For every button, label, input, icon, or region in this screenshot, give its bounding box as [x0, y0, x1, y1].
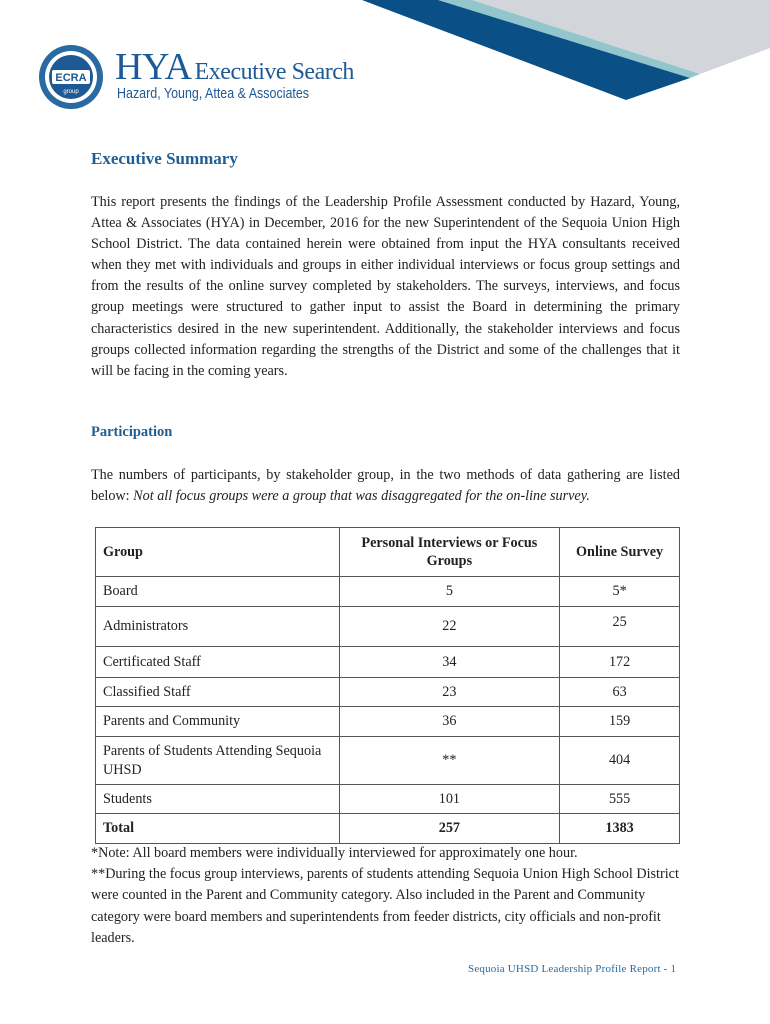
page-footer: Sequoia UHSD Leadership Profile Report - 1 — [468, 963, 677, 975]
cell-total-label: Total — [96, 814, 340, 844]
cell-online: 63 — [560, 678, 680, 707]
cell-group: Parents and Community — [96, 707, 340, 737]
cell-interviews: 101 — [339, 785, 560, 814]
table-row — [96, 678, 680, 707]
table-notes — [91, 843, 691, 949]
table-row — [96, 785, 680, 814]
ecra-seal-icon — [38, 44, 104, 110]
cell-online: 159 — [560, 707, 680, 737]
table-row — [96, 607, 680, 647]
cell-interviews: ** — [339, 737, 560, 785]
brand-name: Executive Search — [194, 59, 354, 85]
table-total-row — [96, 814, 680, 844]
participation-paragraph — [91, 465, 680, 507]
cell-interviews: 34 — [339, 647, 560, 678]
cell-interviews: 36 — [339, 707, 560, 737]
participation-lead: The numbers of participants, by stakeholder group, in the two methods of data gathering are listed below: — [91, 467, 680, 505]
cell-interviews: 23 — [339, 678, 560, 707]
table-row — [96, 577, 680, 607]
note-board: *Note: All board members were individually interviewed for approximately one hour. — [91, 845, 578, 861]
header-group: Group — [96, 528, 340, 577]
seal-subtext: group — [63, 89, 79, 95]
cell-group: Students — [96, 785, 340, 814]
brand-acronym: HYA — [115, 46, 192, 88]
header-online-survey: Online Survey — [560, 528, 680, 577]
cell-online: 172 — [560, 647, 680, 678]
cell-online: 5* — [560, 577, 680, 607]
cell-group: Classified Staff — [96, 678, 340, 707]
cell-group: Certificated Staff — [96, 647, 340, 678]
table-row — [96, 707, 680, 737]
header-interviews: Personal Interviews or Focus Groups — [339, 528, 560, 577]
cell-group: Parents of Students Attending Sequoia UHSD — [96, 737, 340, 785]
intro-paragraph: This report presents the findings of the Leadership Profile Assessment conducted by Hazard, Young, Attea & Associates (HYA) in December, 2016 for the new Superintendent of the Sequoia Union High School District. The data contained herein were obtained from input the HYA consultants received when they met with individuals and groups in either individual interviews or focus group settings and from the results of the online survey completed by stakeholders. The surveys, interviews, and focus group meetings were structured to gather input to assist the Board in determining the primary characteristics desired in the new superintendent. Additionally, the stakeholder interviews and focus groups collected information regarding the strengths of the District and some of the challenges that it will be facing in the coming years. — [91, 194, 680, 379]
cell-online: 404 — [560, 737, 680, 785]
table-row — [96, 647, 680, 678]
cell-total-interviews: 257 — [339, 814, 560, 844]
seal-text: ECRA — [55, 72, 87, 84]
participation-table — [95, 527, 680, 844]
brand-subtitle: Hazard, Young, Attea & Associates — [117, 86, 310, 102]
cell-group: Administrators — [96, 607, 340, 647]
cell-total-online: 1383 — [560, 814, 680, 844]
participation-italic-note: Not all focus groups were a group that was disaggregated for the on-line survey. — [133, 488, 590, 505]
note-parents: **During the focus group interviews, parents of students attending Sequoia Union High School District were counted in the Parent and Community category. Also included in the Parent and Community category were board members and superintendents from feeder districts, city officials and non-profit leaders. — [91, 866, 679, 946]
page-title: Executive Summary — [91, 149, 238, 168]
company-logo — [38, 44, 518, 114]
cell-online: 25 — [560, 607, 680, 647]
table-row — [96, 737, 680, 785]
section-heading-participation: Participation — [91, 424, 173, 440]
cell-online: 555 — [560, 785, 680, 814]
cell-interviews: 5 — [339, 577, 560, 607]
table-header-row — [96, 528, 680, 577]
cell-interviews: 22 — [339, 607, 560, 647]
cell-group: Board — [96, 577, 340, 607]
